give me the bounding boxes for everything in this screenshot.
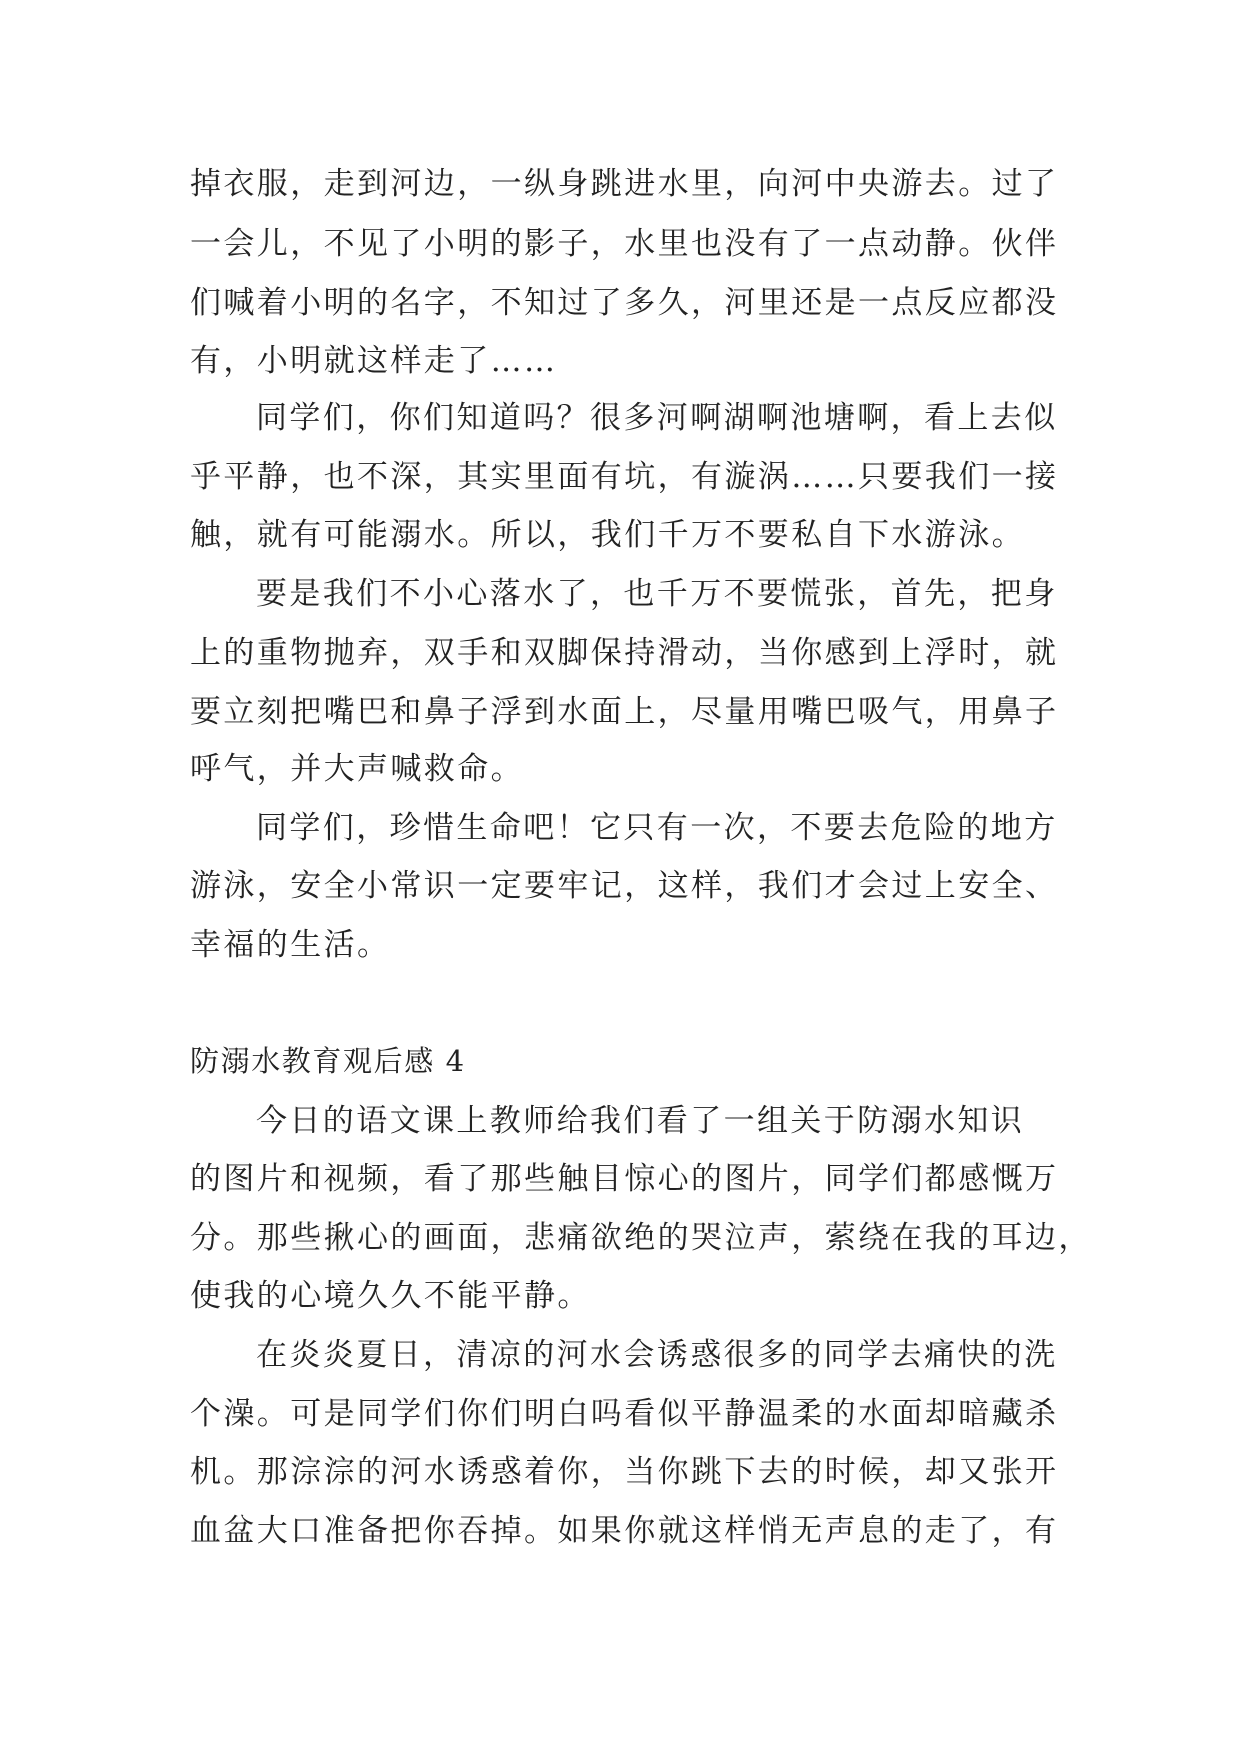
text-line: 使我的心境久久不能平静。 [190, 1278, 591, 1314]
text-line: 分。那些揪心的画面，悲痛欲绝的哭泣声，萦绕在我的耳边， [190, 1220, 1092, 1256]
text-line: 掉衣服，走到河边，一纵身跳进水里，向河中央游去。过了 [190, 166, 1059, 202]
text-line: 乎平静，也不深，其实里面有坑，有漩涡……只要我们一接 [190, 459, 1059, 495]
text-line: 触，就有可能溺水。所以，我们千万不要私自下水游泳。 [190, 517, 1025, 553]
text-line: 呼气，并大声喊救命。 [190, 751, 524, 787]
text-line: 在炎炎夏日，清凉的河水会诱惑很多的同学去痛快的洗 [256, 1337, 1058, 1373]
text-line: 的图片和视频，看了那些触目惊心的图片，同学们都感慨万 [190, 1161, 1059, 1197]
text-line: 个澡。可是同学们你们明白吗看似平静温柔的水面却暗藏杀 [190, 1396, 1059, 1432]
text-line: 上的重物抛弃，双手和双脚保持滑动，当你感到上浮时，就 [190, 635, 1059, 671]
section-heading: 防溺水教育观后感 4 [190, 1044, 466, 1078]
text-line: 们喊着小明的名字，不知过了多久，河里还是一点反应都没 [190, 285, 1059, 321]
text-line: 一会儿，不见了小明的影子，水里也没有了一点动静。伙伴 [190, 226, 1059, 262]
text-line: 今日的语文课上教师给我们看了一组关于防溺水知识 [256, 1103, 1025, 1139]
text-line: 同学们，你们知道吗？很多河啊湖啊池塘啊，看上去似 [256, 400, 1058, 436]
text-line: 幸福的生活。 [190, 927, 391, 963]
text-line: 要立刻把嘴巴和鼻子浮到水面上，尽量用嘴巴吸气，用鼻子 [190, 694, 1059, 730]
text-line: 游泳，安全小常识一定要牢记，这样，我们才会过上安全、 [190, 868, 1059, 904]
text-line: 有，小明就这样走了…… [190, 343, 558, 379]
text-line: 血盆大口准备把你吞掉。如果你就这样悄无声息的走了，有 [190, 1513, 1059, 1549]
text-line: 机。那淙淙的河水诱惑着你，当你跳下去的时候，却又张开 [190, 1454, 1059, 1490]
text-line: 同学们，珍惜生命吧！它只有一次，不要去危险的地方 [256, 810, 1058, 846]
text-line: 要是我们不小心落水了，也千万不要慌张，首先，把身 [256, 576, 1058, 612]
